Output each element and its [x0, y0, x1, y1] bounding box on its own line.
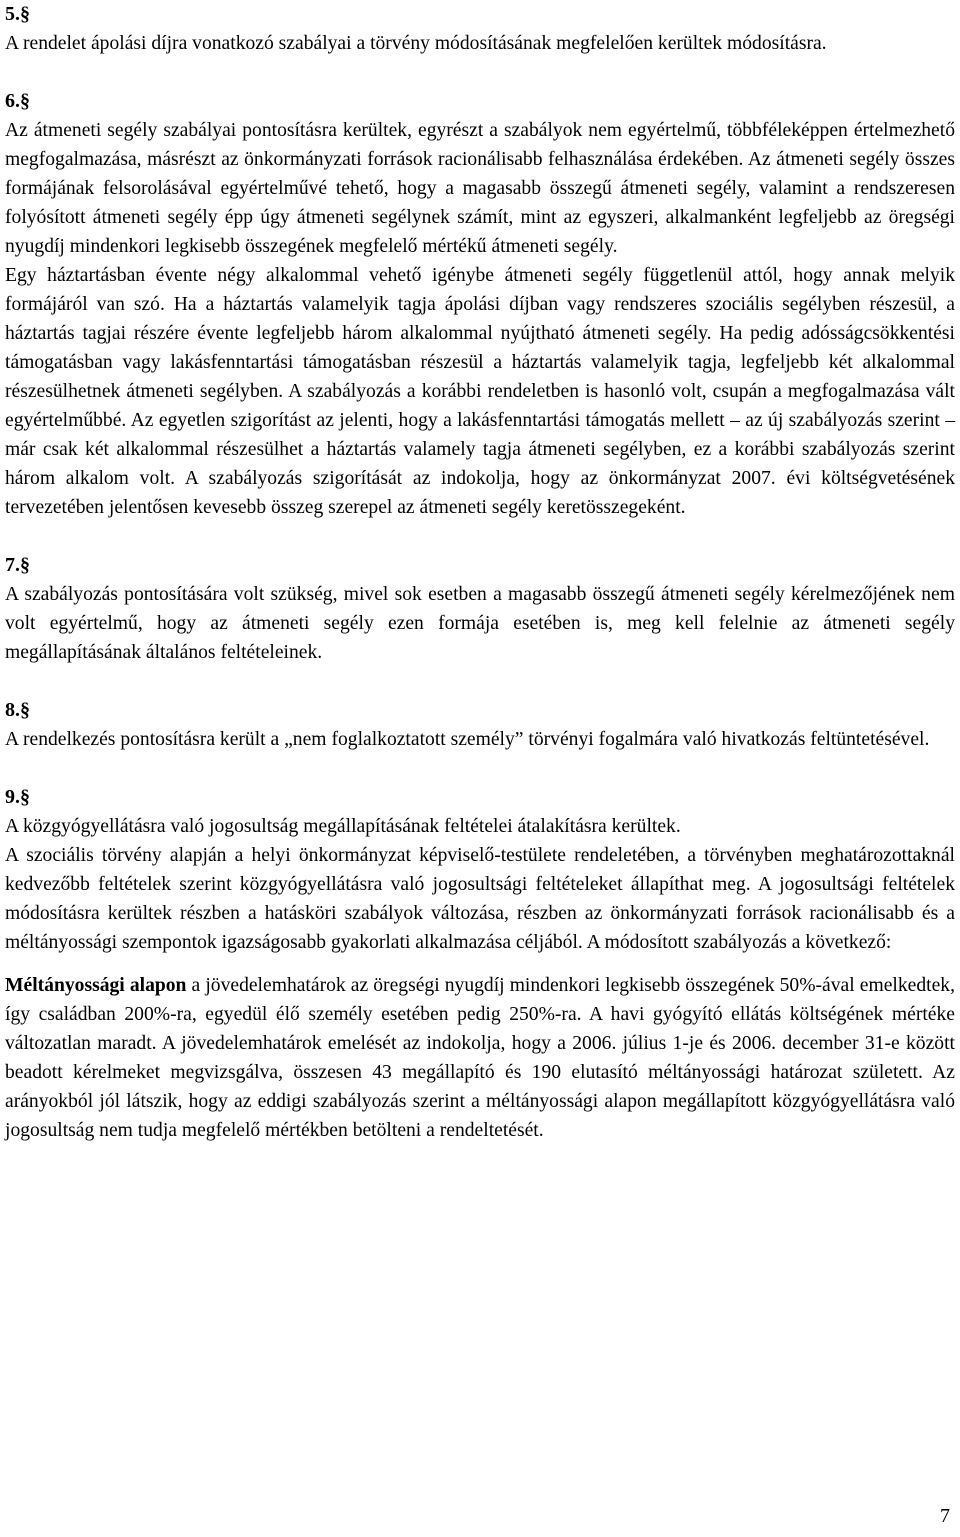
- paragraph: A szociális törvény alapján a helyi önkormányzat képviselő-testülete rendeletében, a törvényben meghatározottaknál kedvezőbb feltételek szerint közgyógyellátásra való jogosultsági feltételeket állapíthat meg. A jogosultsági feltételek módosításra kerültek részben a hatásköri szabályok változása, részben az önkormányzati források racionálisabb és a méltányossági szempontok igazságosabb gyakorlati alkalmazása céljából. A módosított szabályozás a következő:: [5, 845, 955, 953]
- section-heading: 8.§: [5, 699, 30, 721]
- section-7: [5, 551, 955, 667]
- section-heading: 5.§: [5, 3, 30, 25]
- page-number: 7: [940, 1505, 950, 1527]
- section-5: [5, 0, 955, 58]
- section-6: [5, 87, 955, 522]
- section-heading: 9.§: [5, 786, 30, 808]
- section-heading: 7.§: [5, 554, 30, 576]
- paragraph: A rendelkezés pontosításra került a „nem foglalkoztatott személy” törvényi fogalmára való hivatkozás feltüntetésével.: [5, 729, 930, 750]
- paragraph: Egy háztartásban évente négy alkalommal vehető igénybe átmeneti segély függetlenül attól, hogy annak melyik formájáról van szó. Ha a háztartás valamelyik tagja ápolási díjban vagy rendszeres szociális segélyben részesül, a háztartás tagjai részére évente legfeljebb három alkalommal nyújtható átmeneti segély. Ha pedig adósságcsökkentési támogatásban vagy lakásfenntartási támogatásban részesül a háztartás valamelyik tagja, legfeljebb két alkalommal részesülhetnek átmeneti segélyben. A szabályozás a korábbi rendeletben is hasonló volt, csupán a megfogalmazása vált egyértelműbbé. Az egyetlen szigorítást az jelenti, hogy a lakásfenntartási támogatás mellett – az új szabályozás szerint – már csak két alkalommal részesülhet a háztartás valamely tagja átmeneti segélyben, ez a korábbi szabályozás szerint három alkalom volt. A szabályozás szigorítását az indokolja, hogy az önkormányzat 2007. évi költségvetésének tervezetében jelentősen kevesebb összeg szerepel az átmeneti segély keretösszegeként.: [5, 265, 955, 518]
- bold-lead: Méltányossági alapon: [5, 975, 187, 996]
- paragraph: A közgyógyellátásra való jogosultság megállapításának feltételei átalakításra kerültek.: [5, 816, 681, 837]
- paragraph: A rendelet ápolási díjra vonatkozó szabályai a törvény módosításának megfelelően kerültek módosításra.: [5, 33, 827, 54]
- paragraph: A szabályozás pontosítására volt szükség, mivel sok esetben a magasabb összegű átmeneti segély kérelmezőjének nem volt egyértelmű, hogy az átmeneti segély ezen formája esetében is, meg kell felelnie az átmeneti segély megállapításának általános feltételeinek.: [5, 584, 955, 663]
- paragraph: [5, 971, 955, 1145]
- section-9: [5, 783, 955, 1145]
- paragraph-text: a jövedelemhatárok az öregségi nyugdíj mindenkori legkisebb összegének 50%-ával emelkedtek, így családban 200%-ra, egyedül élő személy esetében pedig 250%-ra. A havi gyógyító ellátás költségének mértéke változatlan maradt. A jövedelemhatárok emelését az indokolja, hogy a 2006. július 1-je és 2006. december 31-e között beadott kérelmeket megvizsgálva, összesen 43 megállapító és 190 elutasító méltányossági határozat született. Az arányokból jól látszik, hogy az eddigi szabályozás szerint a méltányossági alapon megállapított közgyógyellátásra való jogosultság nem tudja megfelelő mértékben betölteni a rendeltetését.: [5, 975, 955, 1141]
- section-8: [5, 696, 955, 754]
- paragraph: Az átmeneti segély szabályai pontosításra kerültek, egyrészt a szabályok nem egyértelmű, többféleképpen értelmezhető megfogalmazása, másrészt az önkormányzati források racionálisabb felhasználása érdekében. Az átmeneti segély összes formájának felsorolásával egyértelművé tehető, hogy a magasabb összegű átmeneti segély, valamint a rendszeresen folyósított átmeneti segély épp úgy átmeneti segélynek számít, mint az egyszeri, alkalmanként legfeljebb az öregségi nyugdíj mindenkori legkisebb összegének megfelelő mértékű átmeneti segély.: [5, 120, 955, 257]
- document-page: [5, 0, 955, 1145]
- section-heading: 6.§: [5, 90, 30, 112]
